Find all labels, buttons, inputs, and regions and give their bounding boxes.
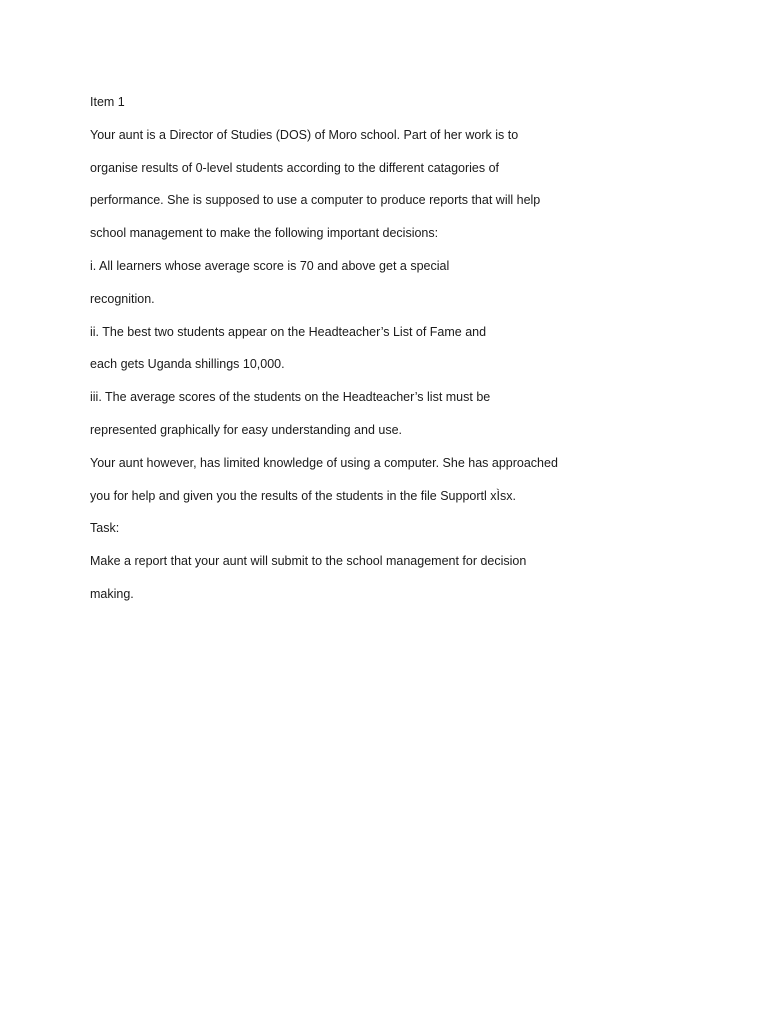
task-line: making. <box>90 586 134 601</box>
list-item-line: represented graphically for easy understanding and use. <box>90 422 403 437</box>
task-heading: Task: <box>90 521 120 536</box>
paragraph-line: school management to make the following important decisions: <box>90 226 439 241</box>
paragraph-line: Your aunt is a Director of Studies (DOS) of Moro school. Part of her work is to <box>90 127 519 142</box>
list-item-line: ii. The best two students appear on the Headteacher’s List of Fame and <box>90 324 487 339</box>
document-body <box>90 92 690 617</box>
list-item-line: recognition. <box>90 291 155 306</box>
list-item-line: each gets Uganda shillings 10,000. <box>90 357 285 372</box>
task-line: Make a report that your aunt will submit to the school management for decision <box>90 554 527 569</box>
list-item-line: iii. The average scores of the students on the Headteacher’s list must be <box>90 390 491 405</box>
paragraph-line: organise results of 0-level students according to the different catagories of <box>90 160 500 175</box>
paragraph-line: you for help and given you the results of the students in the file Supportl xÌsx. <box>90 488 516 503</box>
paragraph-line: Your aunt however, has limited knowledge of using a computer. She has approached <box>90 455 558 470</box>
list-item-line: i. All learners whose average score is 70 and above get a special <box>90 258 450 273</box>
paragraph-line: performance. She is supposed to use a computer to produce reports that will help <box>90 193 541 208</box>
item-heading: Item 1 <box>90 95 125 109</box>
